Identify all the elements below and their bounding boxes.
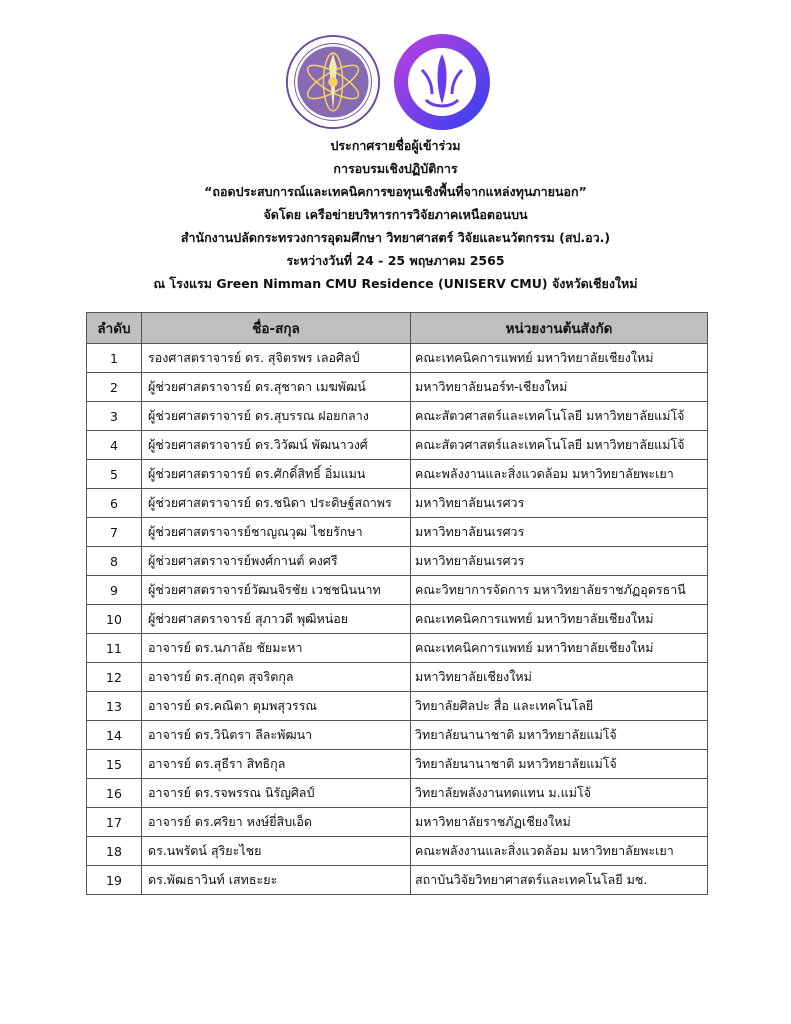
participant-affiliation: วิทยาลัยพลังงานทดแทน ม.แม่โจ้ xyxy=(411,779,708,808)
table-row xyxy=(87,518,708,547)
participant-affiliation: สถาบันวิจัยวิทยาศาสตร์และเทคโนโลยี มช. xyxy=(411,866,708,895)
participant-name: ผู้ช่วยศาสตราจารย์ ดร.ศักดิ์สิทธิ์ อิ่มแมน xyxy=(142,460,411,489)
table-row xyxy=(87,576,708,605)
row-number: 8 xyxy=(87,547,142,576)
participant-name: อาจารย์ ดร.ศริยา หงษ์ยี่สิบเอ็ด xyxy=(142,808,411,837)
table-row xyxy=(87,692,708,721)
participant-table xyxy=(86,312,708,895)
header-organizer: จัดโดย เครือข่ายบริหารการวิจัยภาคเหนือตอนบน xyxy=(263,207,528,222)
table-row xyxy=(87,373,708,402)
table-header-row xyxy=(87,313,708,344)
participant-affiliation: มหาวิทยาลัยนเรศวร xyxy=(411,547,708,576)
table-row xyxy=(87,460,708,489)
table-row xyxy=(87,344,708,373)
table-row xyxy=(87,663,708,692)
row-number: 10 xyxy=(87,605,142,634)
table-row xyxy=(87,808,708,837)
table-row xyxy=(87,837,708,866)
participant-affiliation: คณะสัตวศาสตร์และเทคโนโลยี มหาวิทยาลัยแม่โจ้ xyxy=(411,431,708,460)
row-number: 16 xyxy=(87,779,142,808)
participant-name: ผู้ช่วยศาสตราจารย์พงศ์กานต์ คงศรี xyxy=(142,547,411,576)
participant-name: ผู้ช่วยศาสตราจารย์ ดร.ชนิดา ประดิษฐ์สถาพร xyxy=(142,489,411,518)
row-number: 3 xyxy=(87,402,142,431)
row-number: 5 xyxy=(87,460,142,489)
table-row xyxy=(87,721,708,750)
table-row xyxy=(87,402,708,431)
participant-affiliation: คณะวิทยาการจัดการ มหาวิทยาลัยราชภัฏอุดรธานี xyxy=(411,576,708,605)
table-row xyxy=(87,547,708,576)
header-event-type: การอบรมเชิงปฏิบัติการ xyxy=(333,161,458,176)
participant-affiliation: วิทยาลัยนานาชาติ มหาวิทยาลัยแม่โจ้ xyxy=(411,721,708,750)
column-header-no: ลำดับ xyxy=(87,313,142,344)
row-number: 12 xyxy=(87,663,142,692)
table-row xyxy=(87,431,708,460)
row-number: 7 xyxy=(87,518,142,547)
row-number: 19 xyxy=(87,866,142,895)
header-event-name: “ถอดประสบการณ์และเทคนิคการขอทุนเชิงพื้นที่จากแหล่งทุนภายนอก” xyxy=(204,184,587,199)
participant-name: อาจารย์ ดร.นภาลัย ชัยมะหา xyxy=(142,634,411,663)
participant-affiliation: มหาวิทยาลัยนอร์ท-เชียงใหม่ xyxy=(411,373,708,402)
participant-name: ผู้ช่วยศาสตราจารย์วัฒนจิรชัย เวชชนินนาท xyxy=(142,576,411,605)
participant-affiliation: มหาวิทยาลัยนเรศวร xyxy=(411,518,708,547)
table-body xyxy=(87,344,708,895)
participant-name: ผู้ช่วยศาสตราจารย์ ดร.วิวัฒน์ พัฒนาวงศ์ xyxy=(142,431,411,460)
row-number: 9 xyxy=(87,576,142,605)
participant-affiliation: คณะเทคนิคการแพทย์ มหาวิทยาลัยเชียงใหม่ xyxy=(411,605,708,634)
participant-name: อาจารย์ ดร.สุธีรา สิทธิกุล xyxy=(142,750,411,779)
participant-affiliation: มหาวิทยาลัยราชภัฏเชียงใหม่ xyxy=(411,808,708,837)
research-network-logo-icon xyxy=(392,32,492,132)
participant-name: ผู้ช่วยศาสตราจารย์ ดร.สุบรรณ ฝอยกลาง xyxy=(142,402,411,431)
row-number: 4 xyxy=(87,431,142,460)
row-number: 2 xyxy=(87,373,142,402)
participant-affiliation: มหาวิทยาลัยนเรศวร xyxy=(411,489,708,518)
participant-name: ดร.พัฒธาวินท์ เสทธะยะ xyxy=(142,866,411,895)
header-title: ประกาศรายชื่อผู้เข้าร่วม xyxy=(330,138,461,153)
participant-affiliation: คณะพลังงานและสิ่งแวดล้อม มหาวิทยาลัยพะเยา xyxy=(411,837,708,866)
table-row xyxy=(87,605,708,634)
header-venue: ณ โรงแรม Green Nimman CMU Residence (UNISERV CMU) จังหวัดเชียงใหม่ xyxy=(153,276,638,291)
announcement-header xyxy=(0,134,791,295)
participant-name: อาจารย์ ดร.คณิตา ตุมพสุวรรณ xyxy=(142,692,411,721)
row-number: 13 xyxy=(87,692,142,721)
table-row xyxy=(87,779,708,808)
participant-name: ผู้ช่วยศาสตราจารย์ชาญณวุฒ ไชยรักษา xyxy=(142,518,411,547)
participant-name: ดร.นพรัตน์ สุริยะไชย xyxy=(142,837,411,866)
participant-affiliation: คณะเทคนิคการแพทย์ มหาวิทยาลัยเชียงใหม่ xyxy=(411,634,708,663)
table-row xyxy=(87,866,708,895)
participant-affiliation: คณะเทคนิคการแพทย์ มหาวิทยาลัยเชียงใหม่ xyxy=(411,344,708,373)
participant-name: อาจารย์ ดร.วินิตรา ลีละพัฒนา xyxy=(142,721,411,750)
row-number: 1 xyxy=(87,344,142,373)
table-row xyxy=(87,634,708,663)
row-number: 17 xyxy=(87,808,142,837)
header-office: สำนักงานปลัดกระทรวงการอุดมศึกษา วิทยาศาสตร์ วิจัยและนวัตกรรม (สป.อว.) xyxy=(180,230,611,245)
table-row xyxy=(87,750,708,779)
logo-area xyxy=(0,30,791,130)
row-number: 18 xyxy=(87,837,142,866)
row-number: 6 xyxy=(87,489,142,518)
row-number: 15 xyxy=(87,750,142,779)
ministry-seal-icon xyxy=(285,34,381,130)
participant-name: รองศาสตราจารย์ ดร. สุจิตรพร เลอศิลป์ xyxy=(142,344,411,373)
participant-name: อาจารย์ ดร.สุกฤต สุจริตกุล xyxy=(142,663,411,692)
row-number: 14 xyxy=(87,721,142,750)
column-header-name: ชื่อ-สกุล xyxy=(142,313,411,344)
participant-affiliation: วิทยาลัยนานาชาติ มหาวิทยาลัยแม่โจ้ xyxy=(411,750,708,779)
participant-name: ผู้ช่วยศาสตราจารย์ ดร.สุชาดา เมฆพัฒน์ xyxy=(142,373,411,402)
participant-affiliation: คณะสัตวศาสตร์และเทคโนโลยี มหาวิทยาลัยแม่โจ้ xyxy=(411,402,708,431)
participant-name: ผู้ช่วยศาสตราจารย์ สุภาวดี พุฒิหน่อย xyxy=(142,605,411,634)
participant-affiliation: คณะพลังงานและสิ่งแวดล้อม มหาวิทยาลัยพะเยา xyxy=(411,460,708,489)
participant-name: อาจารย์ ดร.รจพรรณ นิรัญศิลป์ xyxy=(142,779,411,808)
participant-affiliation: วิทยาลัยศิลปะ สื่อ และเทคโนโลยี xyxy=(411,692,708,721)
row-number: 11 xyxy=(87,634,142,663)
header-dates: ระหว่างวันที่ 24 - 25 พฤษภาคม 2565 xyxy=(286,253,505,268)
participant-affiliation: มหาวิทยาลัยเชียงใหม่ xyxy=(411,663,708,692)
column-header-org: หน่วยงานต้นสังกัด xyxy=(411,313,708,344)
table-row xyxy=(87,489,708,518)
